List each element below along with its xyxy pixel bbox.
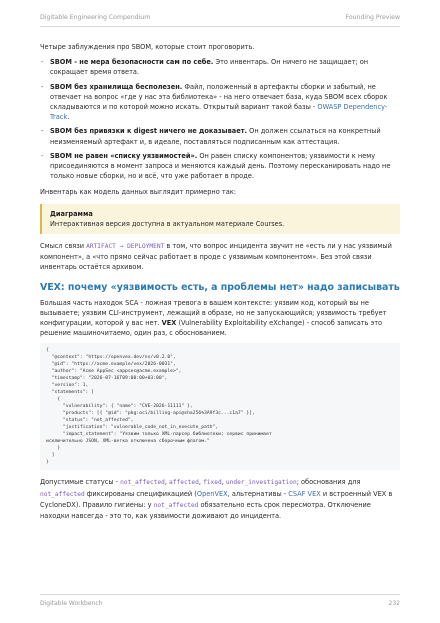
item-heading: SBOM не равен «списку уязвимостей». <box>50 151 198 160</box>
separator: , <box>164 478 170 487</box>
status-code: fixed <box>203 479 222 487</box>
intro-paragraph: Четыре заблуждения про SBOM, которые стоит проговорить. <box>40 43 255 51</box>
list-item <box>40 126 400 146</box>
page-header <box>40 14 400 27</box>
dependency-track-link[interactable]: OWASP Dependency-Track <box>50 103 388 122</box>
link-paragraph <box>40 241 400 273</box>
text-span: ; обоснования для <box>296 478 361 487</box>
vex-term: VEX <box>161 319 177 328</box>
callout-title: Диаграмма <box>50 209 93 218</box>
status-code: under_investigation <box>225 479 297 487</box>
text-span: обязательно есть срок пересмотра. Отключение находки навсегда - это то, как уязвимости доживают до инцидента. <box>40 500 371 521</box>
item-heading: SBOM - не мера безопасности сам по себе. <box>50 58 214 67</box>
list-item <box>40 57 400 77</box>
item-text: Он равен списку компонентов; уязвимости к нему присоединяются в момент запроса и меняются каждый день. Поэтому пересканировать надо не только новые сборки, но и всё, что уже работает в проде. <box>50 151 391 181</box>
section-heading: VEX: почему «уязвимость есть, а проблемы нет» надо записывать <box>40 281 400 293</box>
item-text: Файл, положенный в артефакты сборки и забытый, не отвечает на вопрос «где у нас эта библиотека» - на него отвечает база, куда SBOM всех сборок складываются и по которой можно искать. Открытый вариант такой базы - <box>50 82 388 112</box>
list-item <box>40 82 400 123</box>
item-heading: SBOM без привязки к digest ничего не доказывает. <box>50 127 248 136</box>
text-span: , альтернативы - <box>227 489 289 498</box>
text-span: в том, что вопрос инцидента звучит не «есть ли у нас уязвимый компонент», а «что прямо сейчас работает в проде с уязвимым компонентом». Без этой связи инвентарь остаётся архивом. <box>40 242 392 272</box>
status-code: not_affected <box>40 490 85 498</box>
text-span: Большая часть находок SCA - ложная тревога в вашем контексте: уязвим код, который вы не вызываете; уязвим CLI-инструмент, лежащий в образе, но не запускающийся; уязвимость требует конфигурации, которой у вас нет. <box>40 298 387 328</box>
item-heading: SBOM без хранилища бесполезен. <box>50 82 183 91</box>
item-tail: . <box>67 113 70 122</box>
page-footer <box>40 594 400 607</box>
header-title: Digitable Engineering Compendium <box>40 14 151 21</box>
vex-paragraph <box>40 298 400 339</box>
misconceptions-list <box>40 57 400 181</box>
text-span: Допустимые статусы - <box>40 478 121 487</box>
separator: , <box>221 478 226 487</box>
model-intro: Инвентарь как модель данных выглядит примерно так: <box>40 188 236 197</box>
item-text: Он должен ссылаться на конкретный неизменяемый артефакт и, в идеале, поставляться подписанным как аттестация. <box>50 127 381 146</box>
separator: , <box>198 478 204 487</box>
csaf-vex-link[interactable]: CSAF VEX <box>288 489 321 498</box>
list-item <box>40 151 400 182</box>
code-block: { "@context": "https://openvex.dev/ns/v0.2.0", "@id": "https://acme.example/vex/2026-0031", "author": "Acme АррSec <appsec@acme.example>", "timestamp": "2026-07-16T09:00:00+03:00", "version": 1, "statements": [ { "vulnerability": { "name": "CVE-2026-11111" }, "products": [{ "@id": "pkg:oci/billing-api@sha256%3A9f3c...c1a7" }], "status": "not_affected", "justification": "vulnerable_code_not_in_execute_path", "impact_statement": "Уязвим только XML-парсер библиотеки; сервис принимает исключительно JSON, XML-ветка отключена сборочным флагом." } ] } <box>40 343 400 470</box>
callout-text: Интерактивная версия доступна в актуальном материале Courses. <box>50 219 285 228</box>
text-span: и встроенный VEX в CycloneDX). Правило гигиены: у <box>40 489 393 509</box>
text-span: Смысл связи <box>40 242 87 251</box>
footer-title: Digitable Workbench <box>40 600 103 607</box>
main-content <box>40 42 400 526</box>
openvex-link[interactable]: OpenVEX <box>196 489 228 498</box>
status-code: not_affected <box>120 479 165 487</box>
diagram-callout <box>40 204 400 234</box>
page-number: 232 <box>388 600 400 607</box>
inline-code: ARTIFACT → DEPLOYMENT <box>86 243 165 251</box>
header-edition: Founding Preview <box>345 14 400 21</box>
status-code: not_affected <box>153 501 199 509</box>
text-span: (Vulnerability Exploitability eXchange) - способ записать это решение машиночитаемо, один раз, с обоснованием. <box>40 319 383 338</box>
text-span: фиксированы спецификацией ( <box>84 489 197 498</box>
status-paragraph <box>40 477 400 521</box>
status-code: affected <box>169 479 199 487</box>
item-text: Это инвентарь. Он ничего не защищает; он сокращает время ответа. <box>50 58 369 77</box>
